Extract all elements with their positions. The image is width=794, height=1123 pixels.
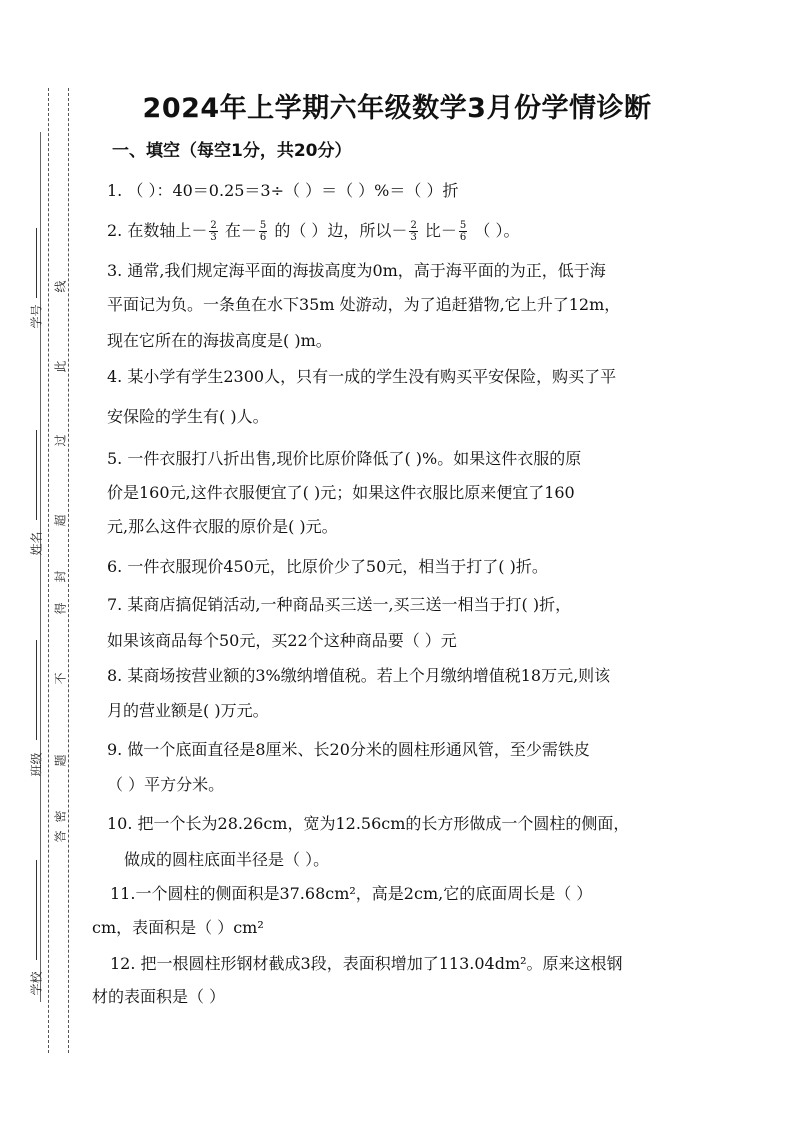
q2-frac4-sign: － bbox=[440, 221, 457, 240]
question-7-line-1: 7. 某商店搞促销活动,一种商品买三送一,买三送一相当于打( )折， bbox=[107, 595, 572, 614]
q2-frac4-den: 6 bbox=[459, 232, 467, 243]
q2-frac2-num: 5 bbox=[259, 220, 267, 231]
q2-fraction-4 bbox=[459, 220, 467, 243]
seal-char-5: 封 bbox=[53, 570, 68, 583]
binding-dashed-line-left bbox=[48, 88, 49, 1053]
seal-char-8: 题 bbox=[53, 754, 68, 767]
q2-frac3-sign: － bbox=[391, 221, 408, 240]
name-underline bbox=[36, 430, 37, 520]
question-12-line-2: 材的表面积是（ ） bbox=[92, 987, 226, 1006]
question-2 bbox=[107, 220, 519, 243]
seal-char-7: 不 bbox=[53, 672, 68, 685]
question-4-line-1: 4. 某小学有学生2300人，只有一成的学生没有购买平安保险，购买了平 bbox=[107, 367, 617, 386]
question-7-line-2: 如果该商品每个50元，买22个这种商品要（ ）元 bbox=[107, 631, 457, 650]
school-underline bbox=[36, 860, 37, 960]
q2-part-a: 2. 在数轴上 bbox=[107, 221, 192, 240]
class-underline bbox=[36, 640, 37, 740]
question-1: 1. （ ）：40＝0.25＝3÷（ ）＝（ ）%＝（ ）折 bbox=[107, 181, 459, 200]
q2-part-b: 在 bbox=[219, 221, 241, 240]
seal-char-3: 过 bbox=[53, 434, 68, 447]
question-3-line-1: 3. 通常,我们规定海平面的海拔高度为0m，高于海平面的为正，低于海 bbox=[107, 261, 606, 280]
question-9-line-2: （ ）平方分米。 bbox=[107, 775, 225, 794]
seal-char-6: 得 bbox=[53, 602, 68, 615]
question-5-line-1: 5. 一件衣服打八折出售,现价比原价降低了( )%。如果这件衣服的原 bbox=[107, 449, 582, 468]
q2-fraction-3 bbox=[409, 220, 417, 243]
q2-fraction-1 bbox=[209, 220, 217, 243]
q2-frac4-num: 5 bbox=[459, 220, 467, 231]
question-11-line-2: cm，表面积是（ ）cm² bbox=[92, 918, 264, 937]
seal-char-10: 密 bbox=[53, 810, 68, 823]
page-title: 2024年上学期六年级数学3月份学情诊断 bbox=[142, 93, 652, 124]
seal-char-4: 超 bbox=[53, 514, 68, 527]
question-3-line-2: 平面记为负。一条鱼在水下35m 处游动，为了追赶猎物,它上升了12m， bbox=[107, 295, 621, 314]
q2-frac1-num: 2 bbox=[210, 220, 217, 231]
question-6: 6. 一件衣服现价450元，比原价少了50元，相当于打了( )折。 bbox=[107, 557, 548, 576]
q2-part-c: 的（ ）边，所以 bbox=[269, 221, 392, 240]
seal-char-9: 答 bbox=[53, 830, 68, 843]
q2-part-d: 比 bbox=[419, 221, 441, 240]
section-heading: 一、填空（每空1分，共20分） bbox=[112, 141, 352, 161]
q2-frac1-den: 3 bbox=[210, 232, 217, 243]
question-10-line-1: 10. 把一个长为28.26cm，宽为12.56cm的长方形做成一个圆柱的侧面， bbox=[107, 814, 630, 833]
question-12-line-1: 12. 把一根圆柱形钢材截成3段，表面积增加了113.04dm²。原来这根钢 bbox=[110, 954, 623, 973]
question-8-line-2: 月的营业额是( )万元。 bbox=[107, 701, 269, 720]
question-9-line-1: 9. 做一个底面直径是8厘米、长20分米的圆柱形通风管，至少需铁皮 bbox=[107, 740, 590, 759]
label-name: 姓名 bbox=[29, 531, 44, 556]
question-8-line-1: 8. 某商场按营业额的3%缴纳增值税。若上个月缴纳增值税18万元,则该 bbox=[107, 666, 611, 685]
label-student-number: 学号 bbox=[29, 304, 44, 329]
student-number-underline bbox=[36, 228, 37, 298]
label-school: 学校 bbox=[29, 971, 44, 996]
seal-char-2: 此 bbox=[53, 360, 68, 373]
question-10-line-2: 做成的圆柱底面半径是（ ）。 bbox=[124, 850, 330, 869]
binding-solid-line bbox=[40, 132, 41, 1002]
label-class: 班级 bbox=[29, 752, 44, 777]
question-5-line-2: 价是160元,这件衣服便宜了( )元；如果这件衣服比原来便宜了160 bbox=[107, 483, 575, 502]
q2-frac2-den: 6 bbox=[259, 232, 267, 243]
q2-fraction-2 bbox=[259, 220, 267, 243]
q2-frac3-den: 3 bbox=[410, 232, 417, 243]
question-5-line-3: 元,那么这件衣服的原价是( )元。 bbox=[107, 517, 338, 536]
q2-part-e: （ ）。 bbox=[469, 221, 520, 240]
seal-char-1: 线 bbox=[53, 280, 68, 293]
question-11-line-1: 11.一个圆柱的侧面积是37.68cm²，高是2cm,它的底面周长是（ ） bbox=[110, 884, 593, 903]
q2-frac3-num: 2 bbox=[410, 220, 417, 231]
question-3-line-3: 现在它所在的海拔高度是( )m。 bbox=[107, 331, 332, 350]
q2-frac2-sign: － bbox=[240, 221, 257, 240]
q2-frac1-sign: － bbox=[191, 221, 208, 240]
question-4-line-2: 安保险的学生有( )人。 bbox=[107, 407, 269, 426]
